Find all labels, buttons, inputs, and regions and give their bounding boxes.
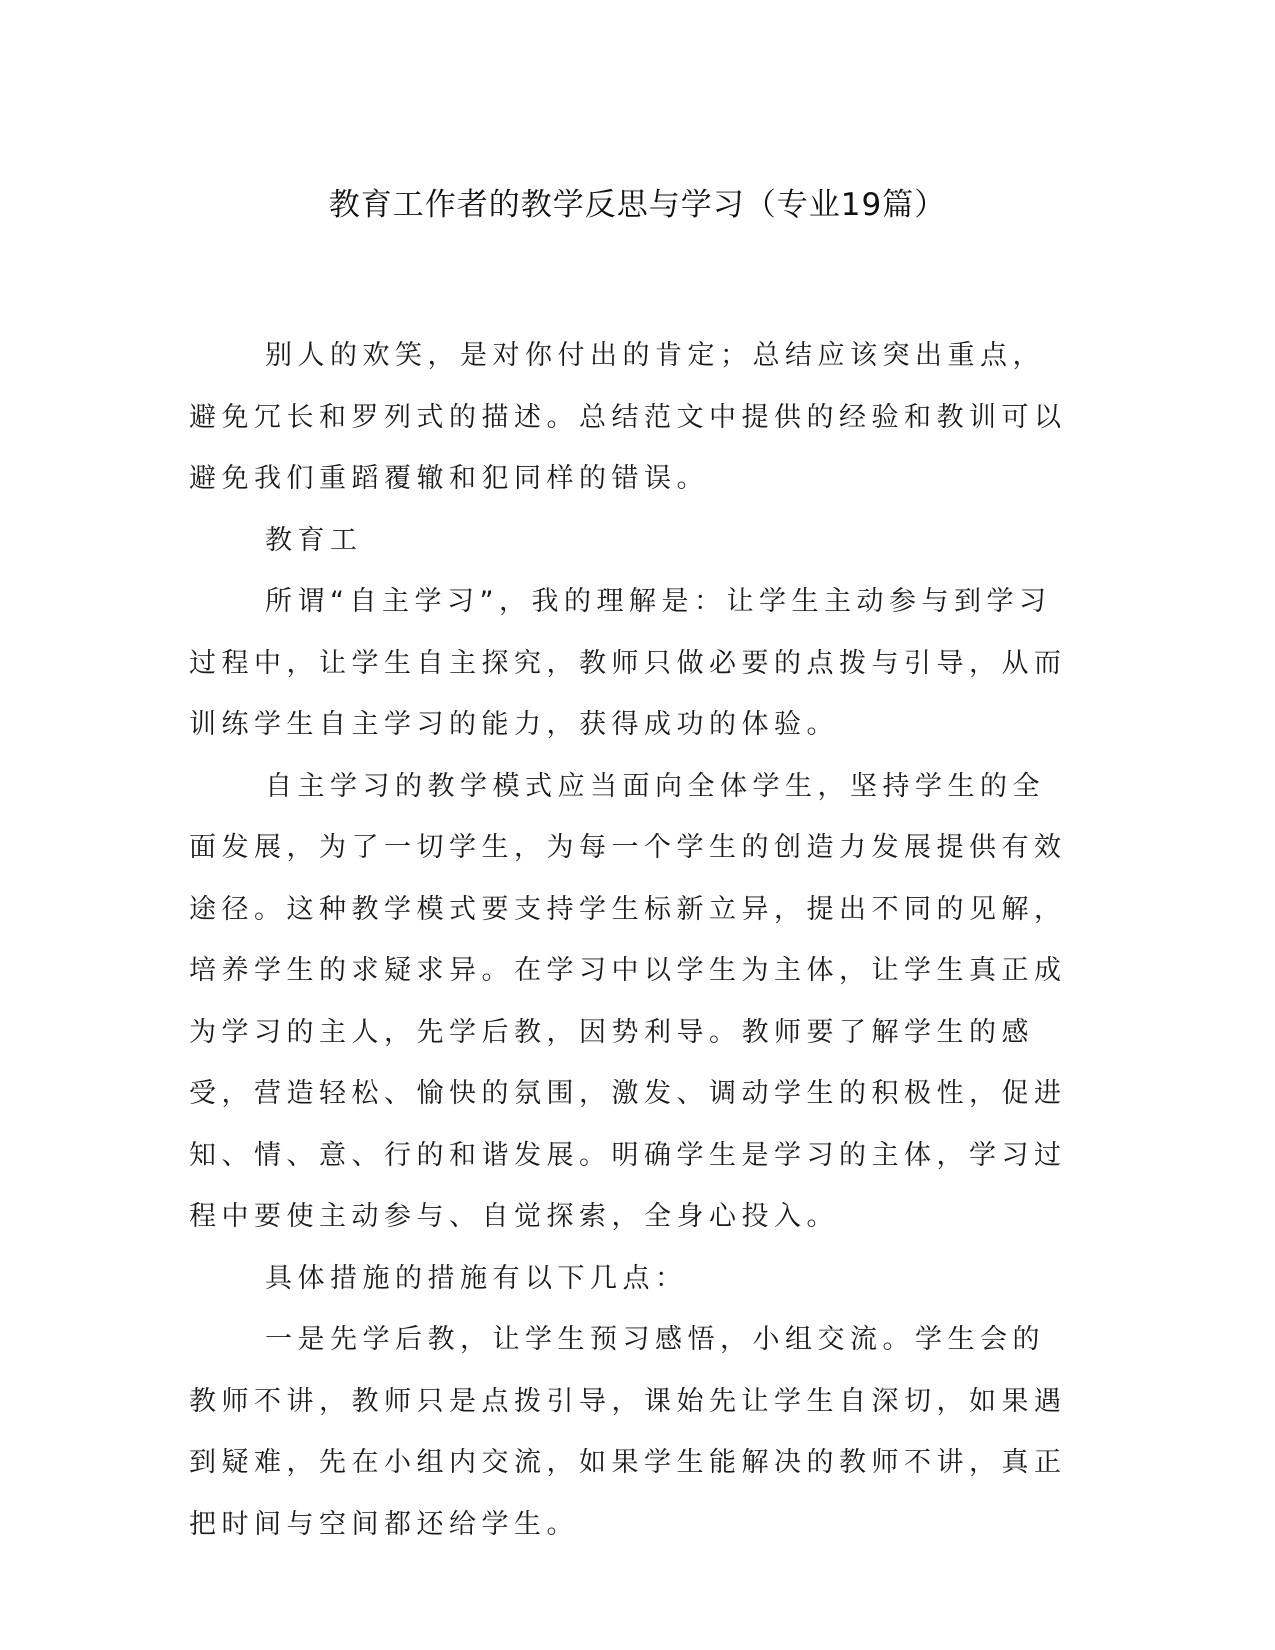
paragraph-teaching-model: 自主学习的教学模式应当面向全体学生，坚持学生的全面发展，为了一切学生，为每一个学生的创造力发展提供有效途径。这种教学模式要支持学生标新立异，提出不同的见解，培养学生的求疑求异。在学习中以学生为主体，让学生真正成为学习的主人，先学后教，因势利导。教师要了解学生的感受，营造轻松、愉快的氛围，激发、调动学生的积极性，促进知、情、意、行的和谐发展。明确学生是学习的主体，学习过程中要使主动参与、自觉探索，全身心投入。 [189,770,1067,1232]
document-body [189,325,1069,1555]
paragraph-measures-intro: 具体措施的措施有以下几点： [265,1262,688,1294]
paragraph-intro: 别人的欢笑，是对你付出的肯定；总结应该突出重点，避免冗长和罗列式的描述。总结范文中提供的经验和教训可以避免我们重蹈覆辙和犯同样的错误。 [189,340,1067,494]
paragraph-measure-one: 一是先学后教，让学生预习感悟，小组交流。学生会的教师不讲，教师只是点拨引导，课始先让学生自深切，如果遇到疑难，先在小组内交流，如果学生能解决的教师不讲，真正把时间与空间都还给学生。 [189,1324,1067,1540]
document-title: 教育工作者的教学反思与学习（专业19篇） [328,187,947,223]
paragraph-heading-fragment: 教育工 [265,524,363,556]
paragraph-autonomous-learning-definition: 所谓“自主学习”，我的理解是：让学生主动参与到学习过程中，让学生自主探究，教师只做必要的点拨与引导，从而训练学生自主学习的能力，获得成功的体验。 [189,586,1067,740]
